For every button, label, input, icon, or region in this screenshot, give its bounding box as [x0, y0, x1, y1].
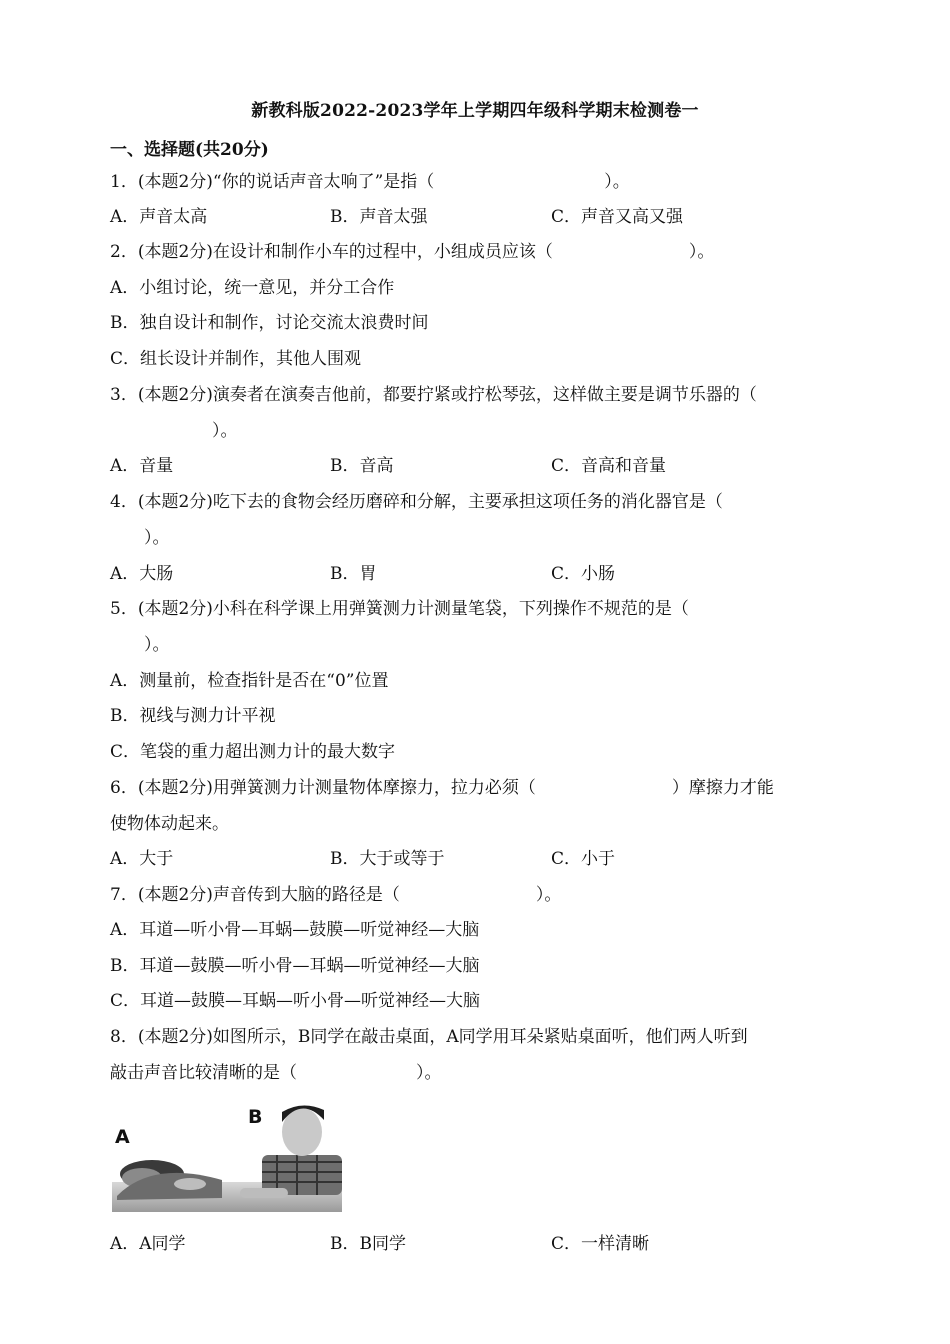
question-8-option-b[interactable]: B．B同学	[330, 1234, 406, 1254]
question-3-text-cont: ）。	[110, 421, 238, 441]
question-1-option-b[interactable]: B．声音太强	[330, 207, 428, 227]
question-7-option-c[interactable]: C．耳道—鼓膜—耳蜗—听小骨—听觉神经—大脑	[110, 991, 481, 1011]
question-8-option-c[interactable]: C．一样清晰	[551, 1234, 650, 1254]
figure-label-b: B	[248, 1106, 263, 1128]
question-5-option-a[interactable]: A．测量前，检查指针是否在“0”位置	[110, 671, 389, 691]
question-1-text: 1．(本题2分)“你的说话声音太响了”是指（ ）。	[110, 172, 630, 192]
question-6-option-a[interactable]: A．大于	[110, 849, 174, 869]
question-3-option-c[interactable]: C．音高和音量	[551, 456, 667, 476]
question-7-text: 7．(本题2分)声音传到大脑的路径是（ ）。	[110, 885, 562, 905]
question-8-text-cont: 敲击声音比较清晰的是（ ）。	[110, 1063, 442, 1083]
section-heading: 一、选择题(共20分)	[110, 140, 269, 160]
question-4-text-cont: ）。	[110, 528, 170, 548]
question-1-option-c[interactable]: C．声音又高又强	[551, 207, 684, 227]
question-6-text-cont: 使物体动起来。	[110, 814, 229, 834]
question-2-option-a[interactable]: A．小组讨论，统一意见，并分工合作	[110, 278, 395, 298]
question-6-option-c[interactable]: C．小于	[551, 849, 616, 869]
students-table-illustration	[112, 1100, 342, 1212]
question-4-text: 4．(本题2分)吃下去的食物会经历磨碎和分解，主要承担这项任务的消化器官是（	[110, 492, 723, 512]
question-4-option-b[interactable]: B．胃	[330, 564, 377, 584]
question-7-option-a[interactable]: A．耳道—听小骨—耳蜗—鼓膜—听觉神经—大脑	[110, 920, 480, 940]
question-5-text-cont: ）。	[110, 635, 170, 655]
question-8-figure	[112, 1100, 342, 1212]
question-5-text: 5．(本题2分)小科在科学课上用弹簧测力计测量笔袋，下列操作不规范的是（	[110, 599, 689, 619]
question-2-option-b[interactable]: B．独自设计和制作，讨论交流太浪费时间	[110, 313, 429, 333]
question-6-text: 6．(本题2分)用弹簧测力计测量物体摩擦力，拉力必须（ ）摩擦力才能	[110, 778, 774, 798]
student-a-shape	[117, 1160, 222, 1200]
question-8-option-a[interactable]: A．A同学	[110, 1234, 186, 1254]
question-5-option-b[interactable]: B．视线与测力计平视	[110, 706, 276, 726]
question-6-option-b[interactable]: B．大于或等于	[330, 849, 445, 869]
question-2-text: 2．(本题2分)在设计和制作小车的过程中，小组成员应该（ ）。	[110, 242, 715, 262]
question-1-option-a[interactable]: A．声音太高	[110, 207, 208, 227]
question-3-option-a[interactable]: A．音量	[110, 456, 174, 476]
question-8-text: 8．(本题2分)如图所示，B同学在敲击桌面，A同学用耳朵紧贴桌面听，他们两人听到	[110, 1027, 748, 1047]
question-7-option-b[interactable]: B．耳道—鼓膜—听小骨—耳蜗—听觉神经—大脑	[110, 956, 480, 976]
figure-label-a: A	[115, 1126, 130, 1148]
question-2-option-c[interactable]: C．组长设计并制作，其他人围观	[110, 349, 362, 369]
question-4-option-a[interactable]: A．大肠	[110, 564, 174, 584]
question-3-text: 3．(本题2分)演奏者在演奏吉他前，都要拧紧或拧松琴弦，这样做主要是调节乐器的（	[110, 385, 757, 405]
question-4-option-c[interactable]: C．小肠	[551, 564, 616, 584]
exam-title: 新教科版2022-2023学年上学期四年级科学期末检测卷一	[251, 101, 699, 121]
question-5-option-c[interactable]: C．笔袋的重力超出测力计的最大数字	[110, 742, 396, 762]
question-3-option-b[interactable]: B．音高	[330, 456, 394, 476]
